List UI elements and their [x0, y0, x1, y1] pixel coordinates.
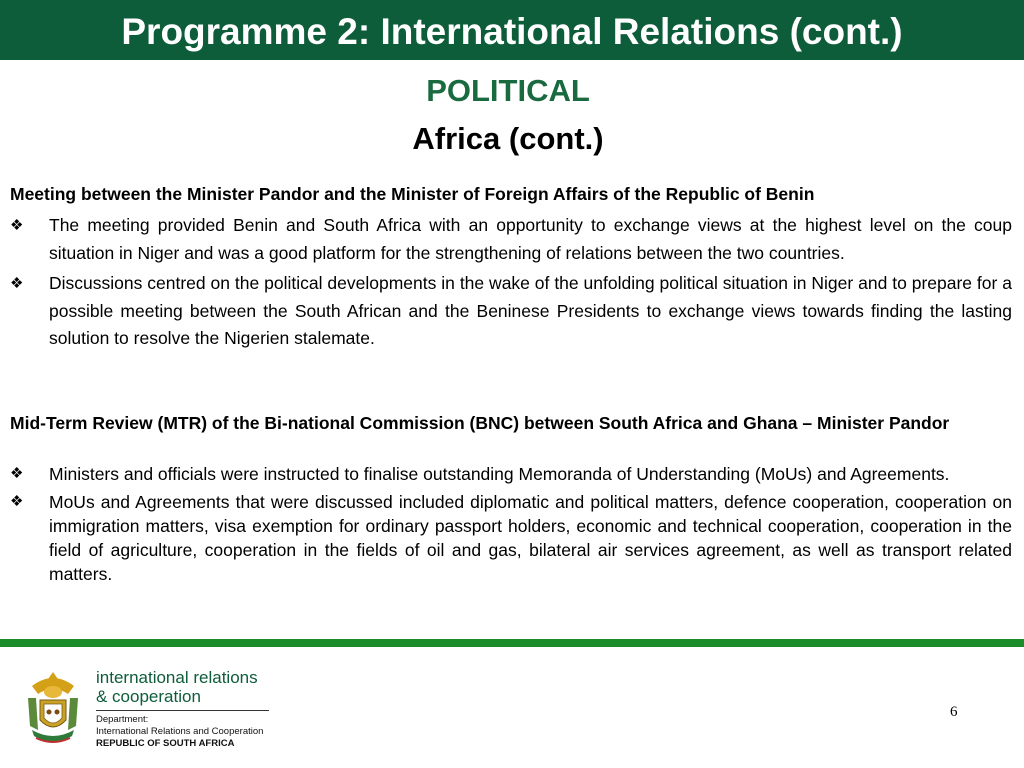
- slide-subtitle: POLITICAL: [426, 73, 590, 108]
- country-name: REPUBLIC OF SOUTH AFRICA: [96, 738, 235, 749]
- logo-line-2: & cooperation: [96, 687, 201, 706]
- logo-divider: [96, 710, 269, 711]
- bullet-item: [10, 490, 1012, 586]
- section-title: Africa (cont.): [412, 121, 604, 156]
- slide-title: Programme 2: International Relations (cont.): [121, 11, 903, 52]
- bullet-text: The meeting provided Benin and South Africa with an opportunity to exchange views at the highest level on the coup situation in Niger and was a good platform for the strengthening of relations between the two countries.: [49, 215, 1012, 263]
- department-name: International Relations and Cooperation: [96, 726, 264, 737]
- ghana-mtr-bullets: [10, 462, 1012, 590]
- bullet-text: MoUs and Agreements that were discussed included diplomatic and political matters, defence cooperation, cooperation on immigration matters, visa exemption for ordinary passport holders, economic and technical cooperation, cooperation in the field of agriculture, cooperation in the fields of oil and gas, bilateral air services agreement, as well as transport related matters.: [49, 492, 1012, 584]
- page-number: 6: [950, 704, 958, 720]
- diamond-bullet-icon: ❖: [10, 275, 24, 292]
- bullet-item: [10, 270, 1012, 353]
- department-logo: [96, 668, 276, 750]
- department-label: Department:: [96, 714, 149, 725]
- bullet-text: Ministers and officials were instructed to finalise outstanding Memoranda of Understanding (MoUs) and Agreements.: [49, 464, 950, 484]
- bullet-list: [10, 462, 1012, 586]
- diamond-bullet-icon: ❖: [10, 465, 24, 482]
- benin-meeting-heading: [10, 182, 1012, 206]
- benin-meeting-bullets: [10, 212, 1012, 356]
- ghana-mtr-heading: [10, 411, 1012, 435]
- logo-line-1: international relations: [96, 668, 258, 687]
- bullet-list: [10, 212, 1012, 353]
- bullet-item: [10, 212, 1012, 267]
- title-bar: [0, 0, 1024, 60]
- diamond-bullet-icon: ❖: [10, 493, 24, 510]
- footer-divider: [0, 639, 1024, 647]
- section-heading: Mid-Term Review (MTR) of the Bi-national Commission (BNC) between South Africa and Ghana – Minister Pandor: [10, 413, 950, 433]
- bullet-item: [10, 462, 1012, 486]
- diamond-bullet-icon: ❖: [10, 217, 24, 234]
- coat-of-arms-icon: [22, 668, 84, 750]
- bullet-text: Discussions centred on the political developments in the wake of the unfolding political situation in Niger and to prepare for a possible meeting between the South African and the Beninese Presidents to exchange views towards finding the lasting solution to resolve the Nigerien stalemate.: [49, 273, 1012, 348]
- section-heading: Meeting between the Minister Pandor and the Minister of Foreign Affairs of the Republic of Benin: [10, 184, 815, 204]
